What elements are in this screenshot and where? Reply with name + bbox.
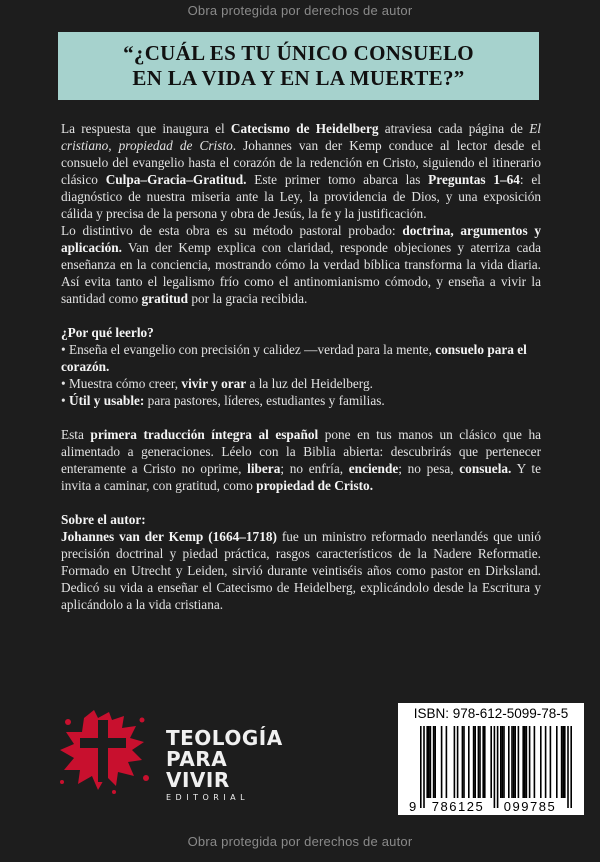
barcode-digit-first: 9 — [409, 799, 417, 814]
barcode-bar — [526, 726, 528, 798]
barcode-bar — [482, 726, 484, 798]
barcode-bar — [490, 726, 492, 798]
barcode-bar — [514, 726, 516, 798]
author-paragraph: Johannes van der Kemp (1664–1718) fue un ministro reformado neerlandés que unió precisión doctrinal y piedad práctica, rasgos característicos de la Nadere Reformatie. Formado en Utrecht y Leiden, sirvió durante veintiséis años como pastor en Dirksland. Dedicó su vida a enseñar el Catecismo de Heidelberg, explicándolo desde la Escritura y aplicándolo a la vida cristiana. — [61, 529, 542, 612]
barcode-bar — [497, 726, 499, 808]
barcode-bar — [494, 726, 496, 808]
barcode-bar — [508, 726, 510, 798]
barcode-digits-group-1: 786125 — [431, 799, 485, 814]
barcode-bar — [426, 726, 428, 798]
watermark-top: Obra protegida por derechos de autor — [187, 3, 413, 18]
barcode-bar — [522, 726, 524, 798]
barcode-bar — [556, 726, 558, 798]
barcode-bar — [540, 726, 542, 798]
barcode-bar — [420, 726, 422, 808]
barcode-bar — [500, 726, 502, 798]
barcode-bar — [545, 726, 547, 798]
why-heading: ¿Por qué leerlo? — [61, 325, 154, 340]
back-cover-text — [61, 120, 541, 613]
barcode-bar — [561, 726, 563, 798]
barcode-bar — [502, 726, 504, 798]
barcode-bar — [462, 726, 464, 798]
barcode-bar — [423, 726, 425, 808]
publisher-logo — [54, 706, 294, 802]
barcode-bar — [529, 726, 531, 798]
isbn-barcode-box — [398, 703, 584, 815]
barcode-bar — [484, 726, 486, 798]
barcode-bar — [479, 726, 481, 798]
barcode-bar — [550, 726, 552, 798]
author-heading: Sobre el autor: — [61, 512, 146, 527]
why-bullet-2: • Muestra cómo creer, vivir y orar a la luz del Heidelberg. — [61, 376, 373, 391]
barcode-bar — [468, 726, 470, 798]
barcode-bar — [567, 726, 569, 808]
intro-paragraph-2: Lo distintivo de esta obra es su método pastoral probado: doctrina, argumentos y aplicación. Van der Kemp explica con claridad, responde objeciones y aterriza cada enseñanza en la conciencia, mostrando cómo la verdad bíblica transforma la vida diaria. Así evita tanto el legalismo frío como el antinomianismo cómodo, y enseña a vivir la santidad como gratitud por la gracia recibida. — [61, 223, 541, 306]
barcode-bar — [534, 726, 536, 798]
barcode-bar — [511, 726, 513, 798]
why-bullet-1: • Enseña el evangelio con precisión y calidez —verdad para la mente, consuelo para el corazón. — [61, 342, 527, 374]
barcode-digits-group-2: 099785 — [503, 799, 557, 814]
watermark-bottom: Obra protegida por derechos de autor — [187, 834, 413, 849]
barcode-bar — [457, 726, 459, 798]
barcode-bar — [562, 726, 564, 798]
barcode — [406, 724, 578, 814]
barcode-bar — [570, 726, 572, 808]
intro-paragraph-1: La respuesta que inaugura el Catecismo de Heidelberg atraviesa cada página de El cristiano, propiedad de Cristo. Johannes van der Kemp conduce al lector desde el consuelo del evangelio hasta el corazón de la redención en Cristo, siguiendo el itinerario clásico Culpa–Gracia–Gratitud. Este primer tomo abarca las Preguntas 1–64: el diagnóstico de nuestra miseria ante la Ley, la providencia de Dios, y una exposición cálida y precisa de la persona y obra de Jesús, la fe y la justificación. — [61, 121, 542, 221]
barcode-bar — [454, 726, 456, 798]
cross-splash-icon — [54, 706, 154, 796]
barcode-bar — [433, 726, 435, 798]
barcode-bar — [473, 726, 475, 798]
barcode-bar — [524, 726, 526, 798]
publisher-name-line-3: EDITORIAL — [166, 793, 250, 802]
headline-box — [58, 32, 539, 100]
barcode-bar — [434, 726, 436, 798]
barcode-bar — [564, 726, 566, 798]
barcode-bar — [463, 726, 465, 798]
barcode-bar — [518, 726, 520, 798]
isbn-label: ISBN: 978-612-5099-78-5 — [413, 706, 569, 721]
publisher-name-line-1: TEOLOGÍA — [166, 726, 283, 750]
barcode-bar — [503, 726, 505, 798]
barcode-bar — [478, 726, 480, 798]
translation-paragraph: Esta primera traducción íntegra al español pone en tus manos un clásico que ha alimentado a generaciones. Léelo con la Biblia abierta: descubrirás que pertenecer enteramente a Cristo no oprime, libera; no enfría, enciende; no pesa, consuela. Y te invita a caminar, con gratitud, como propiedad de Cristo. — [61, 427, 541, 493]
barcode-bar — [474, 726, 476, 798]
headline-line-1: “¿CUÁL ES TU ÚNICO CONSUELO — [123, 41, 474, 65]
barcode-bar — [513, 726, 515, 798]
headline-line-2: EN LA VIDA Y EN LA MUERTE?” — [132, 66, 465, 90]
barcode-bar — [441, 726, 443, 798]
barcode-bar — [428, 726, 430, 798]
publisher-name-line-2: PARA VIVIR — [166, 747, 230, 792]
barcode-bar — [446, 726, 448, 798]
why-bullet-3: • Útil y usable: para pastores, líderes, estudiantes y familias. — [61, 393, 385, 408]
barcode-bar — [430, 726, 432, 798]
